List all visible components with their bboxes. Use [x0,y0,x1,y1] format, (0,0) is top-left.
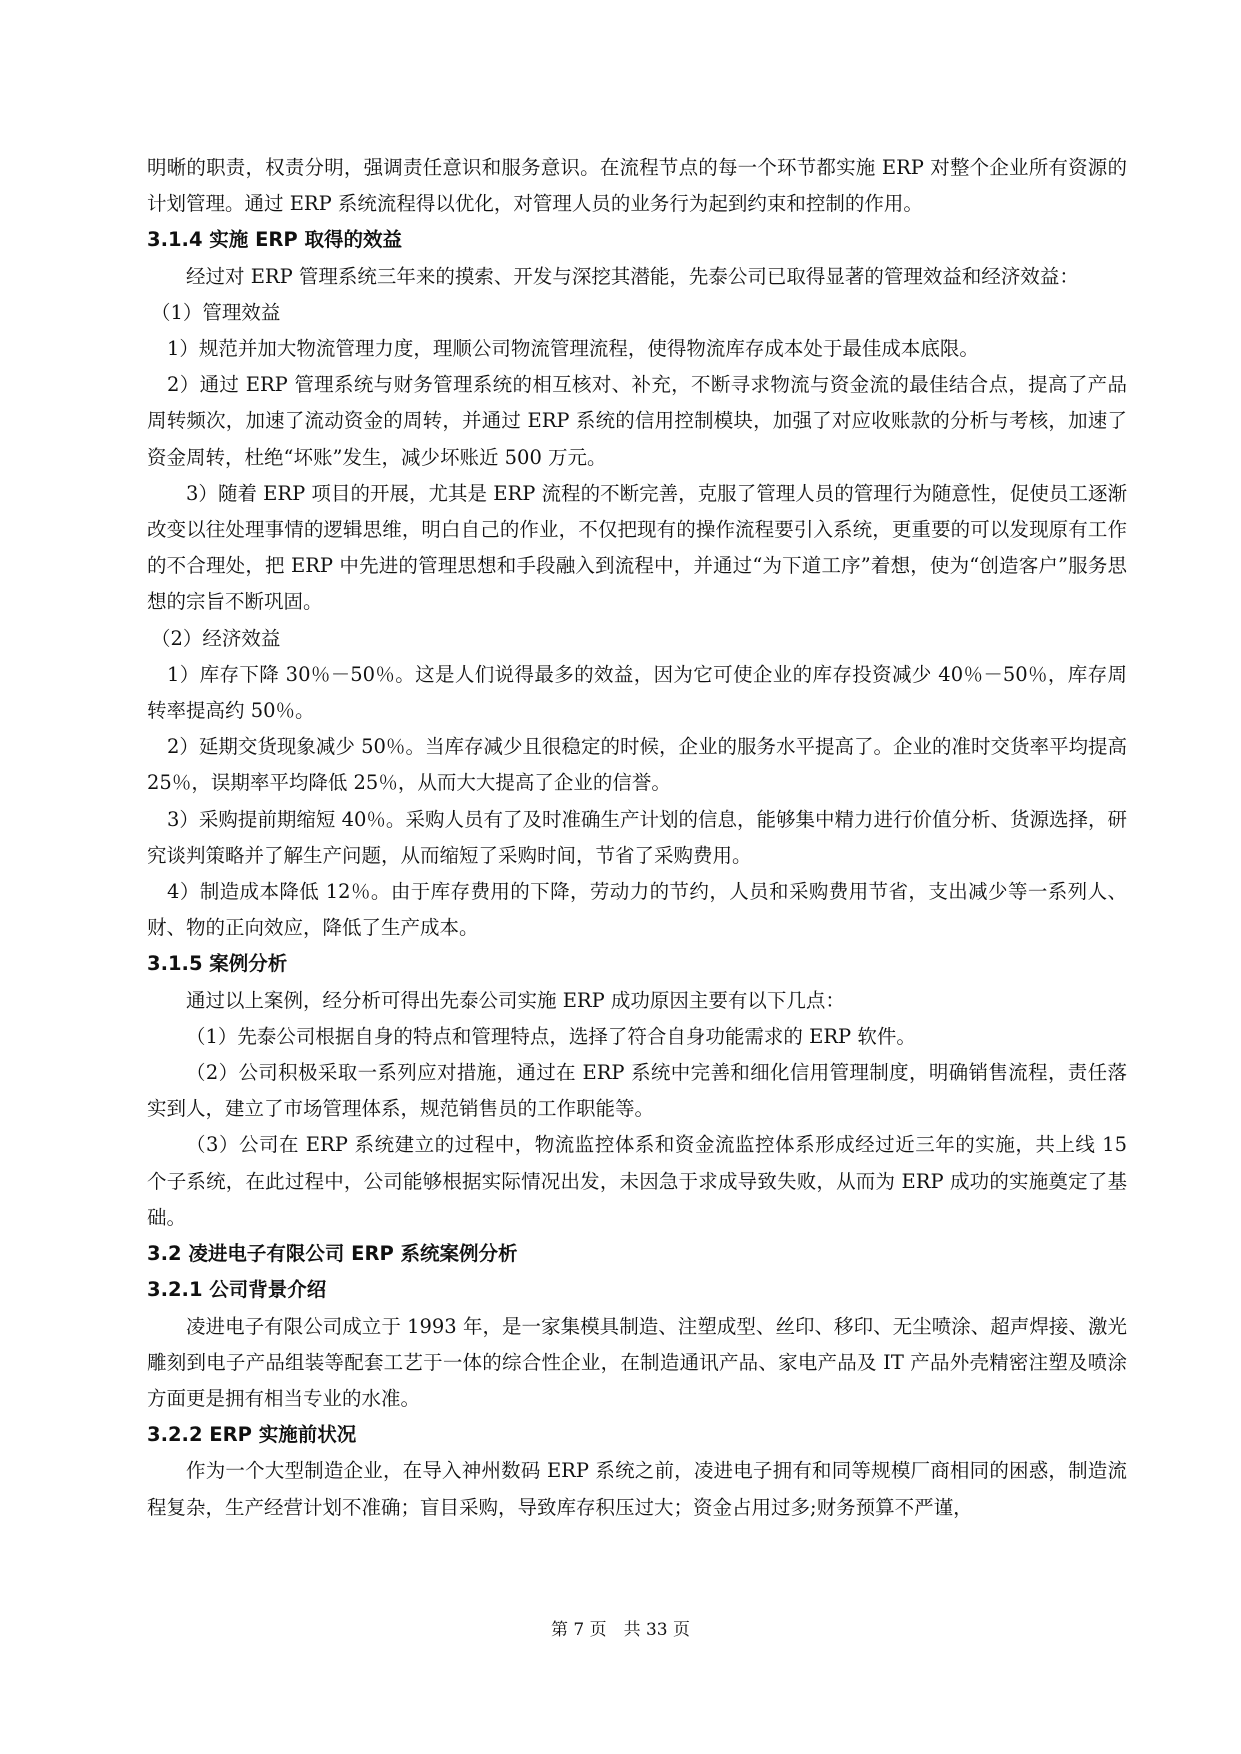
subheading-economic-benefits: （2）经济效益 [151,626,281,650]
paragraph: 经过对 ERP 管理系统三年来的摸索、开发与深挖其潜能，先泰公司已取得显著的管理效益和经济效益： [186,264,1079,288]
section-heading-3-2-2: 3.2.2 ERP 实施前状况 [147,1423,357,1447]
list-item: 4）制造成本降低 12％。由于库存费用的下降，劳动力的节约，人员和采购费用节省，支出减少等一系列人、财、物的正向效应，降低了生产成本。 [147,880,1127,940]
list-item: 2）通过 ERP 管理系统与财务管理系统的相互核对、补充，不断寻求物流与资金流的最佳结合点，提高了产品周转频次，加速了流动资金的周转，并通过 ERP 系统的信用控制模块，加强了对应收账款的分析与考核，加速了资金周转，杜绝“坏账”发生，减少坏账近 500 万元。 [147,373,1127,469]
list-item: （3）公司在 ERP 系统建立的过程中，物流监控体系和资金流监控体系形成经过近三年的实施，共上线 15 个子系统，在此过程中，公司能够根据实际情况出发，未因急于求成导致失败，从而为 ERP 成功的实施奠定了基础。 [147,1133,1127,1229]
paragraph: 通过以上案例，经分析可得出先泰公司实施 ERP 成功原因主要有以下几点： [186,988,845,1012]
list-item: 3）采购提前期缩短 40％。采购人员有了及时准确生产计划的信息，能够集中精力进行价值分析、货源选择，研究谈判策略并了解生产问题，从而缩短了采购时间，节省了采购费用。 [147,807,1127,867]
list-item: （2）公司积极采取一系列应对措施，通过在 ERP 系统中完善和细化信用管理制度，明确销售流程，责任落实到人，建立了市场管理体系，规范销售员的工作职能等。 [147,1061,1127,1121]
section-heading-3-2-1: 3.2.1 公司背景介绍 [147,1278,327,1302]
subheading-management-benefits: （1）管理效益 [151,300,281,324]
document-body [147,150,1127,1526]
section-heading-3-1-4: 3.1.4 实施 ERP 取得的效益 [147,228,403,252]
list-item: 2）延期交货现象减少 50％。当库存减少且很稳定的时候，企业的服务水平提高了。企业的准时交货率平均提高 25％，误期率平均降低 25％，从而大大提高了企业的信誉。 [147,735,1127,795]
page-number: 第 7 页 共 33 页 [550,1620,691,1640]
paragraph: 凌进电子有限公司成立于 1993 年，是一家集模具制造、注塑成型、丝印、移印、无尘喷涂、超声焊接、激光雕刻到电子产品组装等配套工艺于一体的综合性企业，在制造通讯产品、家电产品及 IT 产品外壳精密注塑及喷涂方面更是拥有相当专业的水准。 [147,1314,1127,1410]
paragraph: 作为一个大型制造企业，在导入神州数码 ERP 系统之前，凌进电子拥有和同等规模厂商相同的困惑，制造流程复杂，生产经营计划不准确；盲目采购，导致库存积压过大；资金占用过多;财务预算不严谨， [147,1459,1127,1519]
list-item: 1）规范并加大物流管理力度，理顺公司物流管理流程，使得物流库存成本处于最佳成本底限。 [167,337,979,361]
list-item: 3）随着 ERP 项目的开展，尤其是 ERP 流程的不断完善，克服了管理人员的管理行为随意性，促使员工逐渐改变以往处理事情的逻辑思维，明白自己的作业，不仅把现有的操作流程要引入系统，更重要的可以发现原有工作的不合理处，把 ERP 中先进的管理思想和手段融入到流程中，并通过“为下道工序”着想，使为“创造客户”服务思想的宗旨不断巩固。 [147,481,1127,614]
list-item: 1）库存下降 30％－50％。这是人们说得最多的效益，因为它可使企业的库存投资减少 40％－50％，库存周转率提高约 50％。 [147,662,1127,723]
paragraph: 明晰的职责，权责分明，强调责任意识和服务意识。在流程节点的每一个环节都实施 ERP 对整个企业所有资源的计划管理。通过 ERP 系统流程得以优化，对管理人员的业务行为起到约束和控制的作用。 [147,156,1127,216]
section-heading-3-2: 3.2 凌进电子有限公司 ERP 系统案例分析 [147,1242,518,1266]
section-heading-3-1-5: 3.1.5 案例分析 [147,952,288,976]
list-item: （1）先泰公司根据自身的特点和管理特点，选择了符合自身功能需求的 ERP 软件。 [186,1024,916,1048]
